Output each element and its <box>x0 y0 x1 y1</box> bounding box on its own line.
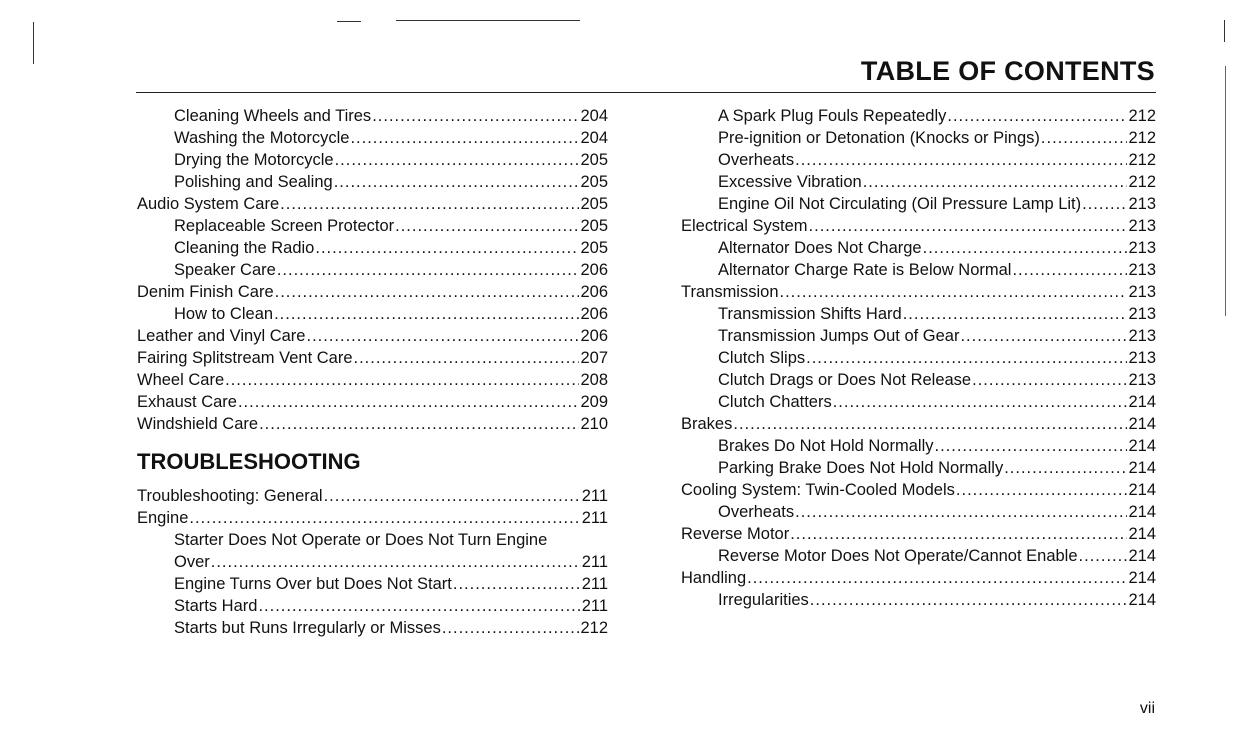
page-title: TABLE OF CONTENTS <box>860 56 1155 86</box>
toc-entry-title: Reverse Motor Does Not Operate/Cannot Enable <box>718 547 1078 565</box>
toc-entry[interactable] <box>681 545 1156 567</box>
toc-entry-title: Alternator Charge Rate is Below Normal <box>718 261 1012 279</box>
toc-entry-page: 211 <box>581 553 608 571</box>
toc-leader-dots <box>259 413 579 435</box>
toc-entry-title: Reverse Motor <box>681 525 790 543</box>
toc-entry[interactable] <box>681 479 1156 501</box>
toc-entry-page: 211 <box>581 597 608 615</box>
toc-leader-dots <box>258 595 580 617</box>
toc-entry-page: 213 <box>1128 195 1156 213</box>
toc-entry[interactable] <box>681 567 1156 589</box>
toc-entry-title: Cleaning the Radio <box>174 239 315 257</box>
toc-entry[interactable] <box>681 369 1156 391</box>
page-number: vii <box>1139 700 1155 717</box>
toc-entry-page: 214 <box>1128 481 1156 499</box>
toc-entry-page: 206 <box>580 327 608 345</box>
toc-list-troubleshooting <box>681 105 1156 611</box>
toc-entry[interactable] <box>681 171 1156 193</box>
toc-entry-page: 214 <box>1128 503 1156 521</box>
toc-entry[interactable] <box>137 369 608 391</box>
right-column <box>681 105 1156 611</box>
left-column <box>137 105 608 639</box>
toc-entry-title: Fairing Splitstream Vent Care <box>137 349 353 367</box>
toc-entry-page: 212 <box>1128 107 1156 125</box>
toc-leader-dots <box>211 551 581 573</box>
toc-entry-title: Electrical System <box>681 217 808 235</box>
scan-mark-right-mid <box>1225 66 1226 316</box>
toc-entry-page: 213 <box>1128 239 1156 257</box>
toc-entry[interactable] <box>137 259 608 281</box>
toc-entry-title: Transmission Shifts Hard <box>718 305 902 323</box>
toc-leader-dots <box>274 303 579 325</box>
toc-entry[interactable] <box>137 413 608 435</box>
toc-entry-page: 214 <box>1128 525 1156 543</box>
toc-entry[interactable] <box>137 237 608 259</box>
toc-entry[interactable] <box>681 215 1156 237</box>
toc-entry[interactable] <box>681 457 1156 479</box>
toc-entry-title: Windshield Care <box>137 415 259 433</box>
toc-entry-title: Cleaning Wheels and Tires <box>174 107 372 125</box>
toc-entry-page: 212 <box>580 619 608 637</box>
scan-mark-left <box>33 22 34 64</box>
toc-entry-page: 213 <box>1128 371 1156 389</box>
toc-leader-dots <box>453 573 581 595</box>
toc-entry[interactable] <box>137 105 608 127</box>
toc-entry-title: Starts but Runs Irregularly or Misses <box>174 619 441 637</box>
toc-entry[interactable] <box>681 325 1156 347</box>
toc-entry[interactable] <box>137 573 608 595</box>
toc-entry-page: 212 <box>1128 151 1156 169</box>
toc-leader-dots <box>1041 127 1128 149</box>
toc-entry-page: 213 <box>1128 305 1156 323</box>
toc-leader-dots <box>315 237 579 259</box>
scan-mark-top-short <box>337 21 361 22</box>
toc-entry-title: How to Clean <box>174 305 274 323</box>
toc-entry[interactable] <box>681 303 1156 325</box>
toc-entry[interactable] <box>681 501 1156 523</box>
toc-entry-title: Denim Finish Care <box>137 283 274 301</box>
toc-leader-dots <box>225 369 579 391</box>
toc-entry-page: 214 <box>1128 569 1156 587</box>
toc-entry[interactable] <box>681 105 1156 127</box>
toc-leader-dots <box>1079 545 1128 567</box>
toc-leader-dots <box>972 369 1127 391</box>
toc-leader-dots <box>395 215 579 237</box>
toc-leader-dots <box>806 347 1127 369</box>
toc-entry-page: 211 <box>581 487 608 505</box>
toc-leader-dots <box>277 259 580 281</box>
scan-mark-top-long <box>396 20 580 21</box>
toc-entry-page: 214 <box>1128 591 1156 609</box>
toc-entry-title: Clutch Chatters <box>718 393 832 411</box>
toc-entry-page: 205 <box>580 173 608 191</box>
toc-leader-dots <box>324 485 581 507</box>
toc-leader-dots <box>903 303 1128 325</box>
toc-entry-title: Replaceable Screen Protector <box>174 217 395 235</box>
toc-leader-dots <box>923 237 1128 259</box>
toc-entry[interactable] <box>137 281 608 303</box>
toc-entry[interactable] <box>681 193 1156 215</box>
toc-leader-dots <box>275 281 580 303</box>
toc-entry[interactable] <box>137 325 608 347</box>
toc-entry-title: Starts Hard <box>174 597 258 615</box>
toc-entry-page: 207 <box>580 349 608 367</box>
toc-leader-dots <box>934 435 1127 457</box>
toc-entry[interactable] <box>137 303 608 325</box>
toc-entry-title: Cooling System: Twin-Cooled Models <box>681 481 955 499</box>
toc-entry-page: 206 <box>580 261 608 279</box>
toc-leader-dots <box>733 413 1127 435</box>
toc-entry-page: 213 <box>1128 327 1156 345</box>
toc-leader-dots <box>306 325 579 347</box>
toc-entry[interactable] <box>681 523 1156 545</box>
toc-leader-dots <box>280 193 579 215</box>
toc-list-care <box>137 105 608 435</box>
toc-entry-page: 213 <box>1128 217 1156 235</box>
toc-entry-title-line1[interactable]: Starter Does Not Operate or Does Not Turn Engine <box>174 531 548 549</box>
toc-entry-title: Brakes <box>681 415 733 433</box>
toc-entry[interactable] <box>137 193 608 215</box>
toc-leader-dots <box>335 149 580 171</box>
toc-entry-page: 214 <box>1128 437 1156 455</box>
toc-entry-title: Over <box>174 553 210 571</box>
toc-entry-page: 205 <box>580 195 608 213</box>
toc-leader-dots <box>1082 193 1127 215</box>
toc-entry-title: Transmission <box>681 283 779 301</box>
toc-entry-title: Brakes Do Not Hold Normally <box>718 437 934 455</box>
toc-entry-title: Transmission Jumps Out of Gear <box>718 327 960 345</box>
toc-entry-title: Overheats <box>718 503 795 521</box>
toc-entry-page: 205 <box>580 217 608 235</box>
scan-mark-right-top <box>1224 20 1225 42</box>
toc-entry[interactable] <box>137 617 608 639</box>
toc-entry-title: Wheel Care <box>137 371 225 389</box>
toc-entry-page: 209 <box>580 393 608 411</box>
toc-entry-page: 214 <box>1128 547 1156 565</box>
toc-leader-dots <box>863 171 1128 193</box>
toc-leader-dots <box>947 105 1127 127</box>
toc-leader-dots <box>795 149 1127 171</box>
toc-entry-title: Leather and Vinyl Care <box>137 327 306 345</box>
toc-entry-title: Polishing and Sealing <box>174 173 333 191</box>
toc-entry-page: 206 <box>580 305 608 323</box>
toc-entry-title: Irregularities <box>718 591 809 609</box>
toc-entry-title: Handling <box>681 569 747 587</box>
toc-leader-dots <box>833 391 1128 413</box>
toc-entry-title: Exhaust Care <box>137 393 237 411</box>
toc-leader-dots <box>747 567 1127 589</box>
toc-leader-dots <box>372 105 579 127</box>
toc-entry[interactable] <box>681 281 1156 303</box>
toc-entry[interactable] <box>137 149 608 171</box>
toc-entry[interactable] <box>681 259 1156 281</box>
toc-entry-page: 204 <box>580 129 608 147</box>
toc-entry-page: 206 <box>580 283 608 301</box>
toc-entry-title: Clutch Slips <box>718 349 806 367</box>
toc-entry-title: Overheats <box>718 151 795 169</box>
toc-entry-page: 214 <box>1128 393 1156 411</box>
toc-leader-dots <box>354 347 580 369</box>
toc-leader-dots <box>960 325 1127 347</box>
toc-entry-title: Pre-ignition or Detonation (Knocks or Pings) <box>718 129 1040 147</box>
toc-entry-title: Audio System Care <box>137 195 280 213</box>
toc-entry-page: 214 <box>1128 415 1156 433</box>
toc-entry[interactable] <box>681 237 1156 259</box>
toc-leader-dots <box>350 127 579 149</box>
toc-entry-page: 211 <box>581 509 608 527</box>
toc-leader-dots <box>810 589 1128 611</box>
toc-leader-dots <box>334 171 580 193</box>
toc-entry[interactable] <box>681 149 1156 171</box>
toc-entry-title: Parking Brake Does Not Hold Normally <box>718 459 1004 477</box>
toc-entry-page: 212 <box>1128 129 1156 147</box>
toc-entry-title: A Spark Plug Fouls Repeatedly <box>718 107 947 125</box>
toc-entry-title: Drying the Motorcycle <box>174 151 334 169</box>
toc-entry-page: 213 <box>1128 349 1156 367</box>
toc-entry-page: 204 <box>580 107 608 125</box>
toc-entry[interactable] <box>137 127 608 149</box>
toc-entry[interactable] <box>137 347 608 369</box>
section-heading-troubleshooting: TROUBLESHOOTING <box>137 449 361 474</box>
toc-entry[interactable] <box>137 595 608 617</box>
title-rule <box>136 92 1156 93</box>
toc-entry-page: 213 <box>1128 261 1156 279</box>
toc-entry-title: Speaker Care <box>174 261 276 279</box>
toc-entry-page: 214 <box>1128 459 1156 477</box>
toc-entry-title: Clutch Drags or Does Not Release <box>718 371 972 389</box>
toc-entry-page: 208 <box>580 371 608 389</box>
toc-entry[interactable] <box>681 347 1156 369</box>
toc-leader-dots <box>780 281 1128 303</box>
toc-entry-title: Troubleshooting: General <box>137 487 323 505</box>
toc-entry-title: Engine Turns Over but Does Not Start <box>174 575 452 593</box>
toc-entry-page: 210 <box>580 415 608 433</box>
toc-entry[interactable] <box>681 435 1156 457</box>
toc-entry-title: Excessive Vibration <box>718 173 862 191</box>
toc-entry[interactable] <box>681 589 1156 611</box>
toc-leader-dots <box>238 391 580 413</box>
toc-entry-title: Alternator Does Not Charge <box>718 239 922 257</box>
toc-entry[interactable] <box>137 391 608 413</box>
toc-entry-page: 205 <box>580 239 608 257</box>
toc-entry-title: Engine <box>137 509 189 527</box>
toc-entry[interactable] <box>137 171 608 193</box>
toc-leader-dots <box>809 215 1128 237</box>
toc-entry[interactable] <box>137 215 608 237</box>
toc-leader-dots <box>1004 457 1127 479</box>
toc-leader-dots <box>795 501 1127 523</box>
toc-entry[interactable] <box>681 391 1156 413</box>
toc-entry[interactable] <box>137 551 608 573</box>
toc-leader-dots <box>790 523 1127 545</box>
toc-leader-dots <box>189 507 580 529</box>
toc-entry-page: 213 <box>1128 283 1156 301</box>
toc-entry[interactable] <box>137 485 608 507</box>
toc-leader-dots <box>1012 259 1127 281</box>
toc-entry-page: 212 <box>1128 173 1156 191</box>
toc-entry-page: 211 <box>581 575 608 593</box>
toc-leader-dots <box>956 479 1128 501</box>
toc-entry-title: Washing the Motorcycle <box>174 129 350 147</box>
toc-entry[interactable] <box>681 413 1156 435</box>
toc-entry-page: 205 <box>580 151 608 169</box>
toc-entry[interactable] <box>681 127 1156 149</box>
toc-leader-dots <box>442 617 580 639</box>
toc-entry-title: Engine Oil Not Circulating (Oil Pressure Lamp Lit) <box>718 195 1082 213</box>
toc-entry[interactable] <box>137 507 608 529</box>
